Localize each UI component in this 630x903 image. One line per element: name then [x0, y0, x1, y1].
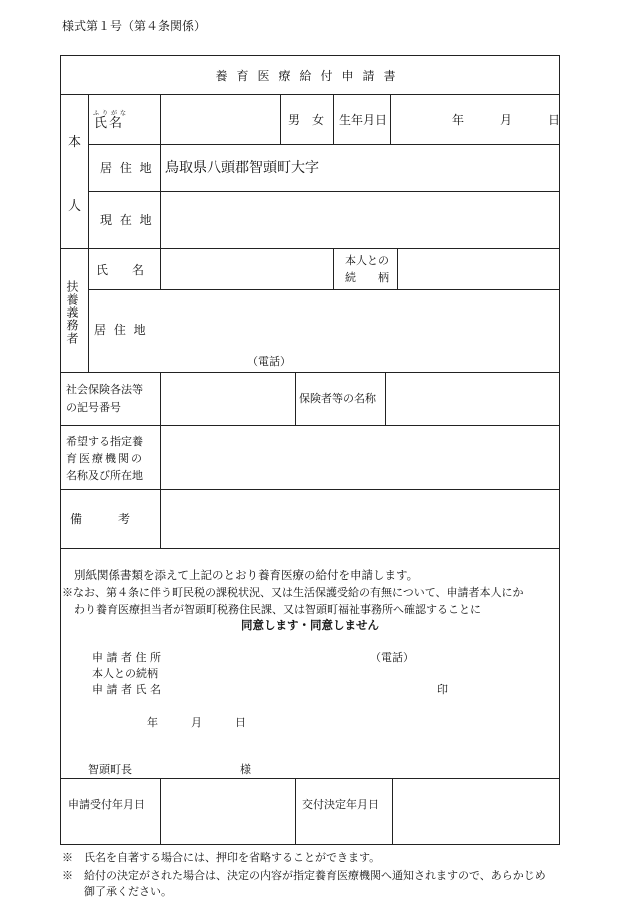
- name-ruby: ふりがな: [93, 110, 130, 117]
- applicant-relation-label: 本人との続柄: [92, 667, 158, 680]
- remarks-label: 備 考: [70, 512, 131, 526]
- declaration-date[interactable]: 年 月 日: [147, 716, 246, 729]
- insurer-label: 保険者等の名称: [299, 392, 376, 405]
- honin-current-label: 現 在 地: [100, 213, 154, 227]
- fuyo-relation-label-2: 続 柄: [345, 271, 389, 284]
- birthdate-value[interactable]: 年 月 日: [452, 113, 565, 127]
- fuyo-address-label: 居 住 地: [94, 323, 148, 337]
- declaration-line-1: 別紙関係書類を添えて上記のとおり養育医療の給付を申請します。: [74, 568, 419, 582]
- note-1: ※ 氏名を自著する場合には、押印を省略することができます。: [62, 851, 381, 864]
- insurance-label-1: 社会保険各法等: [66, 383, 143, 396]
- declaration-line-2: ※なお、第４条に伴う町民税の課税状況、又は生活保護受給の有無について、申請者本人にか: [62, 586, 524, 599]
- honin-name-label: 氏名: [94, 116, 125, 131]
- decision-date-label: 交付決定年月日: [302, 798, 379, 811]
- note-2b: 御了承ください。: [84, 885, 172, 898]
- fuyo-phone-label: （電話）: [247, 355, 291, 368]
- honin-address-value[interactable]: 鳥取県八頭郡智頭町大字: [165, 160, 319, 176]
- birthdate-label: 生年月日: [339, 113, 388, 127]
- applicant-name-label: 申 請 者 氏 名: [92, 683, 161, 696]
- institution-label-1: 希望する指定養: [66, 435, 143, 448]
- note-2a: ※ 給付の決定がされた場合は、決定の内容が指定養育医療機関へ通知されますので、あらかじめ: [62, 869, 546, 882]
- received-date-label: 申請受付年月日: [68, 798, 145, 811]
- mayor-sama: 様: [240, 763, 251, 776]
- declaration-line-3: わり養育医療担当者が智頭町税務住民課、又は智頭町福祉事務所へ確認することに: [74, 603, 481, 616]
- institution-label-3: 名称及び所在地: [66, 469, 143, 482]
- gender-options[interactable]: 男 女: [288, 113, 325, 127]
- fuyo-group-label: 扶養義務者: [65, 280, 79, 345]
- honin-label-2: 人: [68, 199, 82, 214]
- applicant-address-label: 申 請 者 住 所: [92, 651, 161, 664]
- form-number: 様式第１号（第４条関係）: [62, 19, 207, 33]
- honin-address-label: 居 住 地: [100, 161, 154, 175]
- consent-options[interactable]: 同意します・同意しません: [241, 618, 379, 632]
- insurance-label-2: の記号番号: [66, 401, 121, 414]
- institution-label-2: 育医療機関の: [66, 452, 144, 465]
- honin-label-1: 本: [68, 135, 82, 150]
- seal-mark: 印: [437, 683, 448, 696]
- form-title: 養育医療給付申請書: [215, 69, 405, 83]
- mayor-label: 智頭町長: [88, 763, 132, 776]
- fuyo-relation-label-1: 本人との: [345, 254, 389, 267]
- applicant-phone-label: （電話）: [370, 651, 414, 664]
- fuyo-name-label: 氏 名: [96, 263, 145, 277]
